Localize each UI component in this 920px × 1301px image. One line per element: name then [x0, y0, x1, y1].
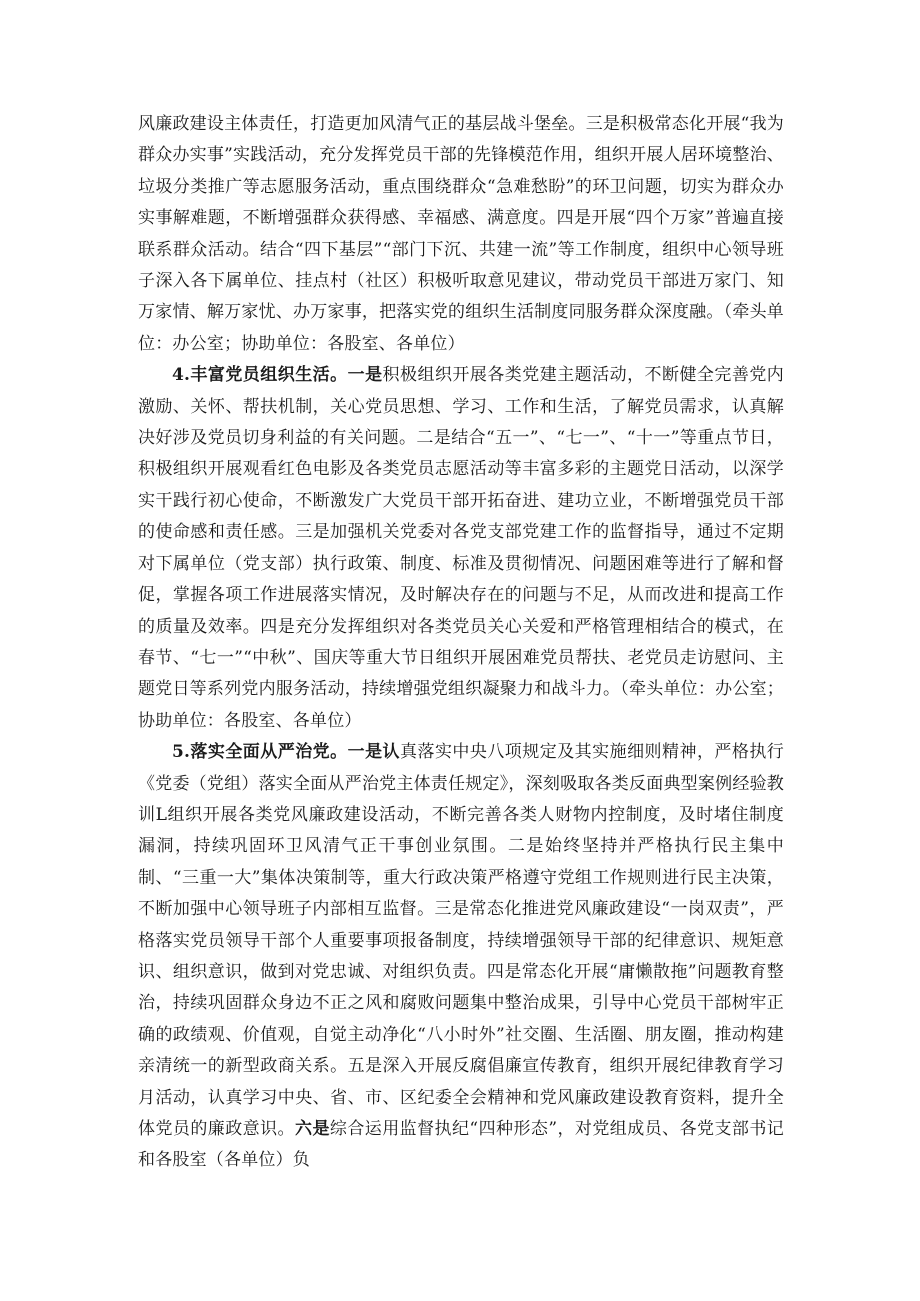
text-run: 积极组织开展各类党建主题活动，不断健全完善党内激励、关怀、帮扶机制，关心党员思想、学习、工作和生活，了解党员需求，认真解决好涉及党员切身利益的有关问题。二是结合“五一”、“七一”、“十一”等重点节日，积极组织开展观看红色电影及各类党员志愿活动等丰富多彩的主题党日活动，以深学实干践行初心使命，不断激发广大党员干部开拓奋进、建功立业，不断增强党员干部的使命感和责任感。三是加强机关党委对各党支部党建工作的监督指导，通过不定期对下属单位（党支部）执行政策、制度、标准及贯彻情况、问题困难等进行了解和督促，掌握各项工作进展落实情况，及时解决存在的问题与不足，从而改进和提高工作的质量及效率。四是充分发挥组织对各类党员关心关爱和严格管理相结合的模式，在春节、“七一”“中秋”、国庆等重大节日组织开展困难党员帮扶、老党员走访慰问、主题党日等系列党内服务活动，持续增强党组织凝聚力和战斗力。（牵头单位：办公室；协助单位：各股室、各单位） [138, 365, 784, 731]
document-page [138, 109, 784, 1177]
section-4-heading: 4.丰富党员组织生活。一是 [172, 365, 383, 386]
paragraph-continued [138, 109, 784, 360]
text-run: 综合运用监督执纪“四种形态”，对党组成员、各党支部书记和各股室（各单位）负 [138, 1119, 784, 1171]
paragraph-section-5 [138, 737, 784, 1177]
text-run: 真落实中央八项规定及其实施细则精神，严格执行《党委（党组）落实全面从严治党主体责任规定》，深刻吸取各类反面典型案例经验教训L组织开展各类党风廉政建设活动，不断完善各类人财物内控制度，及时堵住制度漏洞，持续巩固环卫风清气正干事创业氛围。二是始终坚持并严格执行民主集中制、“三重一大”集体决策制等，重大行政决策严格遵守党组工作规则进行民主决策，不断加强中心领导班子内部相互监督。三是常态化推进党风廉政建设“一岗双责”，严格落实党员领导干部个人重要事项报备制度，持续增强领导干部的纪律意识、规矩意识、组织意识，做到对党忠诚、对组织负责。四是常态化开展“庸懒散拖”问题教育整治，持续巩固群众身边不正之风和腐败问题集中整治成果，引导中心党员干部树牢正确的政绩观、价值观，自觉主动净化“八小时外”社交圈、生活圈、朋友圈，推动构建亲清统一的新型政商关系。五是深入开展反腐倡廉宣传教育，组织开展纪律教育学习月活动，认真学习中央、省、市、区纪委全会精神和党风廉政建设教育资料，提升全体党员的廉政意识。 [138, 742, 785, 1139]
text-run: 风廉政建设主体责任，打造更加风清气正的基层战斗堡垒。三是积极常态化开展“我为群众办实事”实践活动，充分发挥党员干部的先锋模范作用，组织开展人居环境整治、垃圾分类推广等志愿服务活动，重点围绕群众“急难愁盼”的环卫问题，切实为群众办实事解难题，不断增强群众获得感、幸福感、满意度。四是开展“四个万家”普遍直接联系群众活动。结合“四下基层”“部门下沉、共建一流”等工作制度，组织中心领导班子深入各下属单位、挂点村（社区）积极听取意见建议，带动党员干部进万家门、知万家情、解万家忧、办万家事，把落实党的组织生活制度同服务群众深度融。（牵头单位：办公室；协助单位：各股室、各单位） [138, 114, 784, 354]
paragraph-section-4 [138, 360, 784, 737]
section-5-heading: 5.落实全面从严治党。一是认 [172, 742, 401, 763]
bold-run-six: 六是 [295, 1119, 330, 1139]
